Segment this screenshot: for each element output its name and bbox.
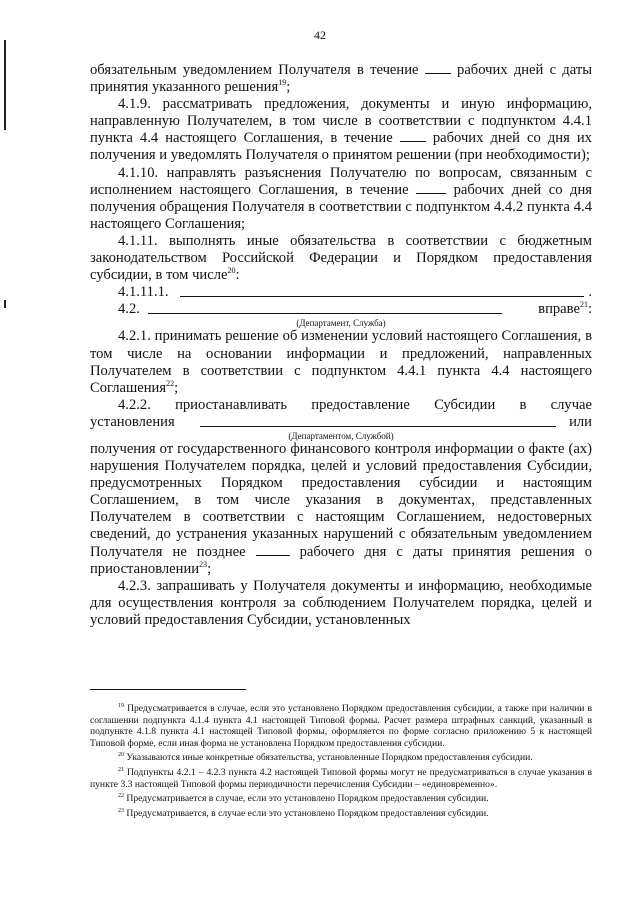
blank-field — [148, 313, 502, 314]
blank-field — [400, 130, 426, 142]
field-caption: (Департамент, Служба) — [296, 318, 386, 329]
footnote-separator — [90, 689, 246, 690]
scan-edge-mark — [4, 300, 6, 308]
paragraph-4-1-11-1: 4.1.11.1. . — [118, 284, 592, 301]
blank-field — [200, 426, 556, 427]
paragraph-4-2-2-continued: получения от государственного финансового контроля информации о факте (ах) нарушения Получателем порядка, целей и условий предоставления Субсидии, предусмотренных Порядком предоставления субсидии и настоящим Соглашением, в том числе указания в документах, представленных Получателем в соответствии с настоящим Соглашением, недостоверных сведений, до устранения указанных нарушений с обязательным уведомлением Получателя не позднее рабочего дня с даты принятия решения о приостановлении$^{23}$; — [90, 440, 592, 577]
document-body — [90, 62, 592, 629]
blank-field — [180, 296, 584, 297]
paragraph-4-1-11: 4.1.11. выполнять иные обязательства в соответствии с бюджетным законодательством Российской Федерации и Порядком предоставления субсидии, в том числе$^{20}$: — [90, 232, 592, 284]
page-number: 42 — [314, 28, 326, 42]
blank-field — [256, 544, 290, 556]
field-caption: (Департаментом, Службой) — [288, 430, 394, 441]
paragraph-4-2-2-field: установления или — [90, 413, 592, 430]
paragraph-4-1-8-continued: обязательным уведомлением Получателя в течение рабочих дней с даты принятия указанного решения$^{19}$; — [90, 62, 593, 96]
paragraph-4-2-3: 4.2.3. запрашивать у Получателя документы и информацию, необходимые для осуществления контроля за соблюдением Получателем порядка, целей и условий предоставления Субсидии, установленных — [90, 577, 592, 628]
paragraph-4-2: 4.2. вправе$^{21}$: — [118, 300, 592, 318]
footnote-ref: 19 — [278, 78, 287, 88]
footnote-ref: 21 — [579, 300, 588, 310]
blank-field — [416, 182, 446, 194]
footnote-23: $^{23}$ Предусматривается, в случае если это установлено Порядком предоставления субсидии. — [118, 807, 489, 819]
paragraph-4-1-10: 4.1.10. направлять разъяснения Получателю по вопросам, связанным с исполнением настоящего Соглашения, в течение рабочих дней со дня получения обращения Получателя в соответствии с подпунктом 4.4.2 пункта 4.4 настоящего Соглашения; — [90, 164, 592, 232]
paragraph-4-1-9: 4.1.9. рассматривать предложения, документы и иную информацию, направленную Получателем, в том числе в соответствии с подпунктом 4.4.1 пункта 4.4 настоящего Соглашения, в течение рабочих дней со дня их получения и уведомлять Получателя о принятом решении (при необходимости); — [90, 96, 592, 164]
footnotes — [90, 703, 592, 822]
paragraph-4-2-1: 4.2.1. принимать решение об изменении условий настоящего Соглашения, в том числе на основании информации и предложений, направленных Получателем в соответствии с подпунктом 4.4.1 пункта 4.4 настоящего Соглашения$^{22}$; — [90, 328, 592, 396]
footnote-ref: 20 — [227, 266, 236, 276]
paragraph-4-2-2-line1: 4.2.2. приостанавливать предоставление Субсидии в случае — [118, 396, 592, 413]
footnote-ref: 23 — [199, 559, 208, 569]
footnote-21: $^{21}$ Подпункты 4.2.1 – 4.2.3 пункта 4.2 настоящей Типовой формы могут не предусматриваться в случае указания в пункте 3.3 настоящей Типовой формы периодичности перечисления Субсидии – «единовременно». — [90, 766, 592, 790]
footnote-22: $^{22}$ Предусматривается в случае, если это установлено Порядком предоставления субсидии. — [118, 792, 489, 805]
scan-edge-mark — [4, 40, 6, 130]
footnote-20: $^{20}$ Указываются иные конкретные обязательства, установленные Порядком предоставления субсидии. — [118, 752, 533, 764]
footnote-ref: 22 — [166, 378, 175, 388]
footnote-19: $^{19}$ Предусматривается в случае, если это установлено Порядком предоставления субсидии, а также при наличии в соглашении подпункта 4.1.4 пункта 4.1 настоящей Типовой формы. Расчет размера штрафных санкций, указанный в подпункте 4.1.8 пункта 4.1 настоящей Типовой формы, оформляется по форме согласно приложению 5 к настоящей Типовой форме, если иная форма не установлена Порядком предоставления субсидии. — [90, 702, 592, 749]
blank-field — [425, 62, 451, 74]
